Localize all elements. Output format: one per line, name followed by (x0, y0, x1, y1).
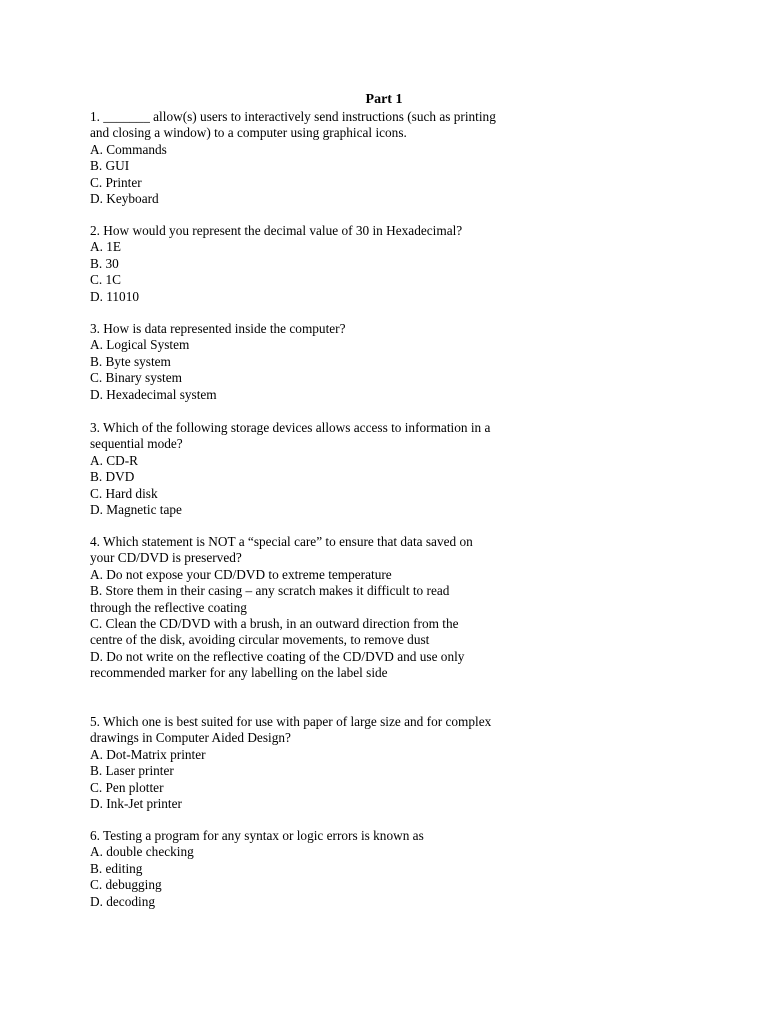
answer-option: B. Laser printer (90, 763, 174, 779)
question-stem: 2. How would you represent the decimal value of 30 in Hexadecimal? (90, 223, 463, 238)
answer-option: A. double checking (90, 844, 194, 860)
question-stem: 5. Which one is best suited for use with paper of large size and for complex (90, 714, 492, 729)
answer-option: B. Store them in their casing – any scratch makes it difficult to read (90, 583, 450, 599)
question-2 (90, 223, 530, 305)
answer-option: D. Hexadecimal system (90, 386, 217, 402)
question-3b (90, 420, 530, 518)
question-stem: 3. How is data represented inside the computer? (90, 321, 346, 336)
answer-option: B. DVD (90, 469, 135, 485)
answer-option: D. Ink-Jet printer (90, 796, 182, 812)
answer-option: C. debugging (90, 877, 162, 893)
answer-option: C. Printer (90, 174, 142, 190)
answer-option: D. 11010 (90, 288, 139, 304)
answer-option-continued: recommended marker for any labelling on the label side (90, 665, 388, 681)
question-stem: 6. Testing a program for any syntax or logic errors is known as (90, 828, 424, 843)
question-stem: 4. Which statement is NOT a “special care” to ensure that data saved on (90, 534, 473, 549)
answer-option: C. Pen plotter (90, 779, 164, 795)
question-stem: your CD/DVD is preserved? (90, 550, 242, 566)
part-title: Part 1 (365, 92, 403, 107)
answer-option: D. Keyboard (90, 191, 159, 207)
answer-option: C. Binary system (90, 370, 182, 386)
question-stem: sequential mode? (90, 436, 183, 452)
answer-option: B. 30 (90, 255, 119, 271)
question-stem: and closing a window) to a computer using graphical icons. (90, 125, 407, 141)
answer-option: D. Magnetic tape (90, 502, 182, 518)
answer-option: A. Commands (90, 141, 167, 157)
answer-option-continued: centre of the disk, avoiding circular movements, to remove dust (90, 632, 430, 648)
question-stem: 3. Which of the following storage devices allows access to information in a (90, 420, 491, 435)
answer-option: A. Dot-Matrix printer (90, 746, 206, 762)
question-3 (90, 321, 530, 403)
answer-option: B. GUI (90, 158, 130, 174)
question-1 (90, 109, 530, 207)
answer-option: D. Do not write on the reflective coating of the CD/DVD and use only (90, 648, 465, 664)
question-5 (90, 714, 530, 812)
answer-option-continued: through the reflective coating (90, 599, 247, 615)
answer-option: B. Byte system (90, 353, 171, 369)
answer-option: A. CD-R (90, 452, 139, 468)
answer-option: D. decoding (90, 893, 155, 909)
question-stem: drawings in Computer Aided Design? (90, 730, 291, 746)
answer-option: A. Do not expose your CD/DVD to extreme temperature (90, 566, 392, 582)
answer-option: B. editing (90, 860, 143, 876)
question-4 (90, 534, 530, 682)
answer-option: A. Logical System (90, 337, 190, 353)
answer-option: C. 1C (90, 272, 122, 288)
answer-option: C. Clean the CD/DVD with a brush, in an outward direction from the (90, 616, 459, 632)
question-stem: 1. _______ allow(s) users to interactively send instructions (such as printing (90, 109, 496, 124)
answer-option: A. 1E (90, 239, 122, 255)
question-6 (90, 828, 530, 910)
answer-option: C. Hard disk (90, 485, 158, 501)
